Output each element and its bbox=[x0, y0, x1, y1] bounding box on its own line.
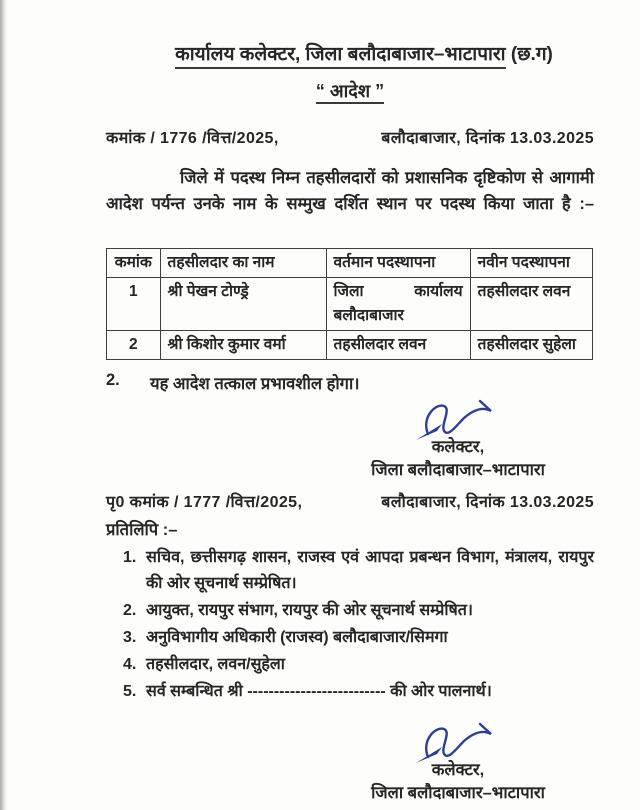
clause-2 bbox=[106, 371, 594, 394]
cell-current-posting bbox=[326, 278, 470, 331]
signature-block-bottom bbox=[328, 721, 588, 805]
header-new-posting: नवीन पदस्थापना bbox=[470, 249, 592, 278]
office-title-state: (छ.ग) bbox=[505, 44, 553, 65]
list-item: 3. अनुविभागीय अधिकारी (राजस्व) बलौदाबाजार/सिमगा bbox=[123, 629, 448, 646]
list-item: 2. आयुक्त, रायपुर संभाग, रायपुर की ओर सूचनार्थ सम्प्रेषित। bbox=[123, 602, 473, 619]
clause-text: यह आदेश तत्काल प्रभावशील होगा। bbox=[150, 375, 360, 393]
document-content bbox=[106, 0, 594, 805]
cell-new-posting: तहसीलदार सुहेला bbox=[470, 331, 592, 360]
list-item: 4. तहसीलदार, लवन/सुहेला bbox=[123, 656, 285, 673]
place-and-date: बलौदाबाजार, दिनांक 13.03.2025 bbox=[381, 130, 594, 147]
endorsement-line bbox=[106, 490, 594, 512]
order-heading: “ आदेश ” bbox=[106, 79, 594, 103]
reference-number: कमांक / 1776 /वित्त/2025, bbox=[106, 130, 279, 147]
signatory-office: जिला बलौदाबाजार–भाटापारा bbox=[371, 784, 545, 802]
cell-current-line2: बलौदाबाजार bbox=[333, 307, 404, 324]
list-item: 5. सर्व सम्बन्धित श्री -------------------------- की ओर पालनार्थ। bbox=[123, 683, 492, 700]
transfer-table bbox=[106, 248, 593, 360]
header-current-posting: वर्तमान पदस्थापना bbox=[326, 249, 470, 278]
copy-section-heading: प्रतिलिपि :– bbox=[106, 521, 178, 539]
cell-sno: 1 bbox=[107, 278, 161, 331]
table-header-row bbox=[107, 249, 593, 278]
signature-block-top bbox=[328, 398, 588, 482]
office-title bbox=[106, 42, 594, 67]
endorsement-number: पृ0 कमांक / 1777 /वित्त/2025, bbox=[106, 494, 303, 511]
cell-new-posting: तहसीलदार लवन bbox=[470, 278, 592, 331]
office-title-text: कार्यालय कलेक्टर, जिला बलौदाबाजार–भाटापारा bbox=[175, 44, 505, 69]
cell-name: श्री पेखन टोण्ड्रे bbox=[160, 278, 326, 331]
scan-edge-shadow bbox=[0, 0, 7, 810]
order-paragraph: जिले में पदस्थ निम्न तहसीलदारों को प्रशासनिक दृष्टिकोण से आगामी आदेश पर्यन्त उनके नाम के सम्मुख दर्शित स्थान पर पदस्थ किया जाता है :– bbox=[106, 169, 594, 213]
signatory-designation: कलेक्टर, bbox=[431, 761, 485, 779]
table-row bbox=[107, 331, 593, 360]
cell-sno: 2 bbox=[107, 331, 161, 360]
list-item: 1. सचिव, छत्तीसगढ़ शासन, राजस्व एवं आपदा प्रबन्धन विभाग, मंत्रालय, रायपुर की ओर सूचनार्थ सम्प्रेषित। bbox=[123, 549, 594, 592]
cell-current-line1: जिला कार्यालय bbox=[333, 283, 463, 300]
cell-name: श्री किशोर कुमार वर्मा bbox=[160, 331, 326, 360]
signatory-office: जिला बलौदाबाजार–भाटापारा bbox=[371, 461, 545, 479]
header-sno: कमांक bbox=[107, 249, 161, 278]
signatory-designation: कलेक्टर, bbox=[431, 438, 485, 456]
reference-line bbox=[106, 126, 594, 148]
table-row bbox=[107, 278, 593, 331]
copy-list bbox=[106, 545, 594, 705]
cell-current-posting: तहसीलदार लवन bbox=[326, 331, 470, 360]
endorsement-place-date: बलौदाबाजार, दिनांक 13.03.2025 bbox=[381, 494, 594, 511]
header-name: तहसीलदार का नाम bbox=[160, 249, 326, 278]
clause-number: 2. bbox=[106, 371, 120, 389]
